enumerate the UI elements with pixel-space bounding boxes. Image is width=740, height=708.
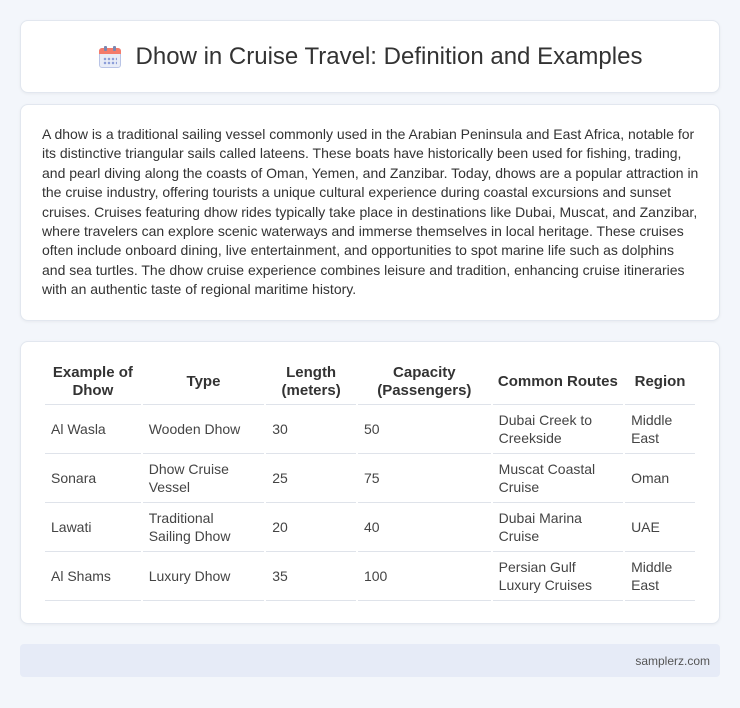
- dhow-table: [43, 360, 697, 601]
- table-cell: Al Wasla: [45, 405, 141, 454]
- description-card: [20, 104, 720, 321]
- table-cell: 75: [358, 454, 491, 503]
- table-cell: UAE: [625, 503, 695, 552]
- table-cell: Middle East: [625, 405, 695, 454]
- calendar-icon: [98, 45, 122, 69]
- table-row: [45, 503, 695, 552]
- column-header: Example of Dhow: [45, 360, 141, 405]
- table-cell: Muscat Coastal Cruise: [493, 454, 623, 503]
- table-cell: Traditional Sailing Dhow: [143, 503, 265, 552]
- title-card: [20, 20, 720, 93]
- table-cell: Luxury Dhow: [143, 552, 265, 601]
- table-card: [20, 341, 720, 624]
- table-cell: Lawati: [45, 503, 141, 552]
- table-cell: 50: [358, 405, 491, 454]
- table-cell: 100: [358, 552, 491, 601]
- table-cell: Wooden Dhow: [143, 405, 265, 454]
- column-header: Capacity (Passengers): [358, 360, 491, 405]
- table-cell: Oman: [625, 454, 695, 503]
- column-header: Common Routes: [493, 360, 623, 405]
- table-row: [45, 552, 695, 601]
- table-cell: Dubai Creek to Creekside: [493, 405, 623, 454]
- description-text: A dhow is a traditional sailing vessel commonly used in the Arabian Peninsula and East Africa, notable for its distinctive triangular sails called lateens. These boats have historically been used for fishing, trading, and pearl diving along the coasts of Oman, Yemen, and Zanzibar. Today, dhows are a popular attraction in the cruise industry, offering tourists a unique cultural experience during coastal excursions and sunset cruises. Cruises featuring dhow rides typically take place in destinations like Dubai, Muscat, and Zanzibar, where travelers can explore scenic waterways and immerse themselves in local heritage. These cruises often include onboard dining, live entertainment, and opportunities to spot marine life such as dolphins and sea turtles. The dhow cruise experience combines leisure and tradition, enhancing cruise itineraries with an authentic taste of regional maritime history.: [42, 126, 699, 298]
- table-cell: Dhow Cruise Vessel: [143, 454, 265, 503]
- column-header: Length (meters): [266, 360, 356, 405]
- column-header: Region: [625, 360, 695, 405]
- table-row: [45, 405, 695, 454]
- table-cell: Al Shams: [45, 552, 141, 601]
- table-cell: Persian Gulf Luxury Cruises: [493, 552, 623, 601]
- table-row: [45, 454, 695, 503]
- page-title: Dhow in Cruise Travel: Definition and Examples: [135, 42, 643, 70]
- table-cell: Dubai Marina Cruise: [493, 503, 623, 552]
- table-cell: Middle East: [625, 552, 695, 601]
- column-header: Type: [143, 360, 265, 405]
- table-cell: 25: [266, 454, 356, 503]
- footer-link[interactable]: samplerz.com: [635, 654, 710, 668]
- table-cell: 40: [358, 503, 491, 552]
- table-cell: Sonara: [45, 454, 141, 503]
- table-cell: 30: [266, 405, 356, 454]
- table-header-row: [45, 360, 695, 405]
- table-cell: 20: [266, 503, 356, 552]
- footer: [20, 644, 720, 677]
- table-cell: 35: [266, 552, 356, 601]
